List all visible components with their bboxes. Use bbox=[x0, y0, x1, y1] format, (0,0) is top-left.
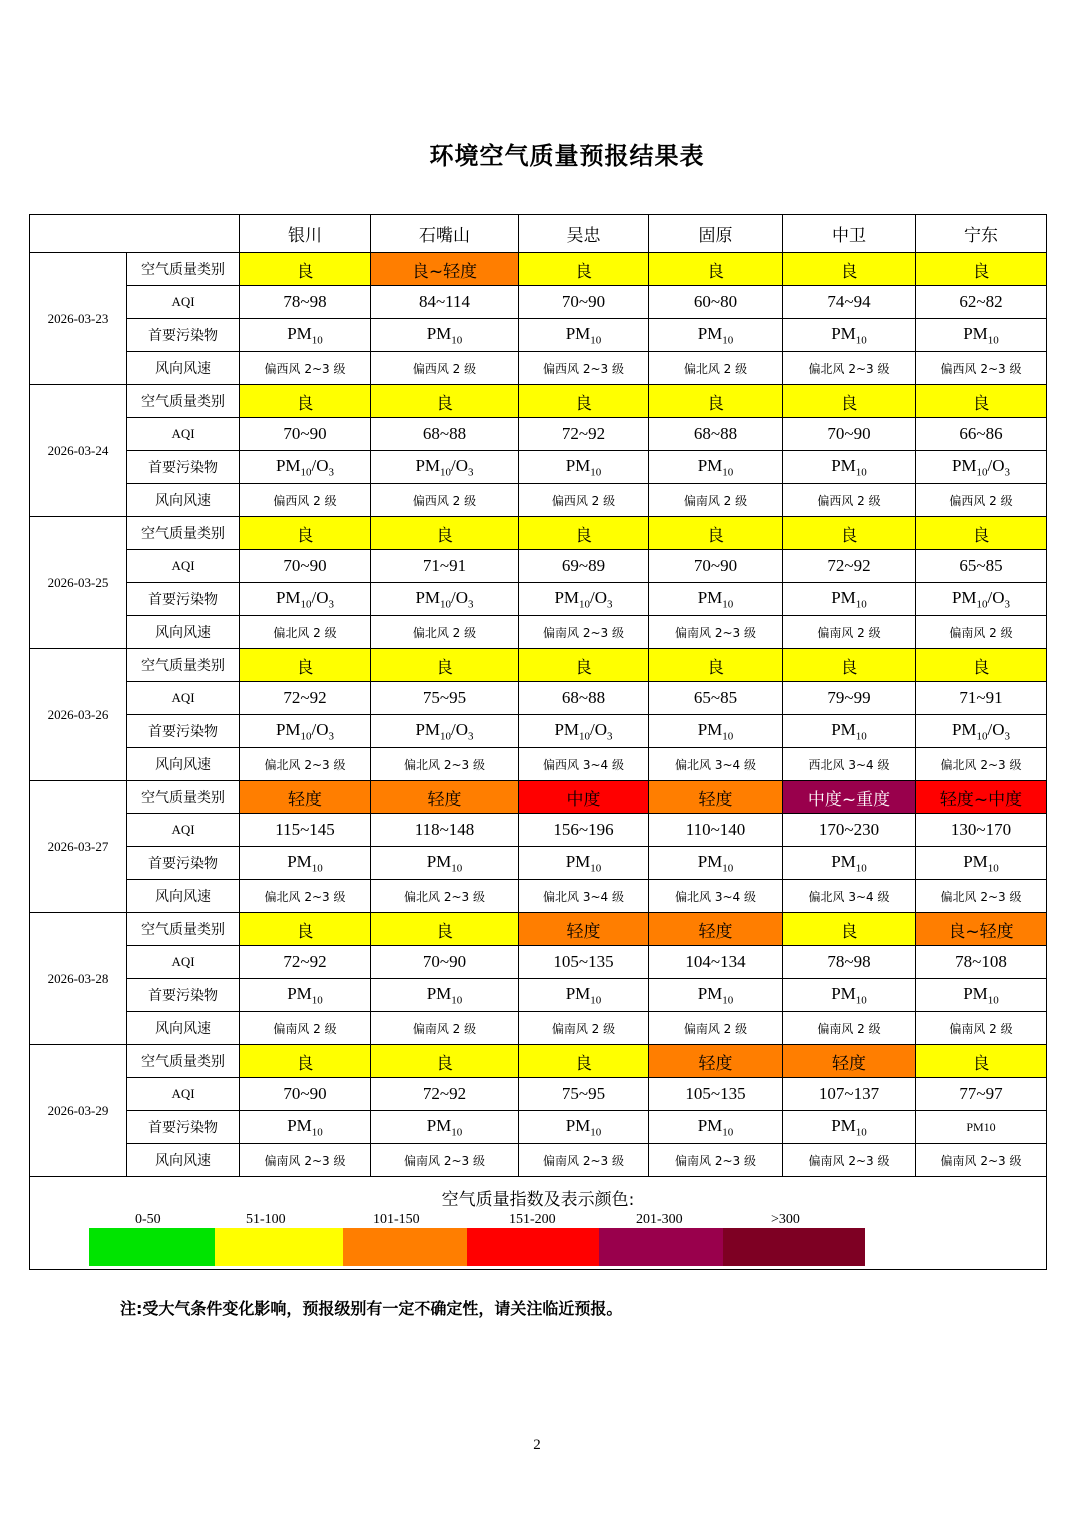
wind-cell: 偏北风 3~4 级 bbox=[783, 880, 916, 913]
primary-pollutant-cell: $PM_{10}/O_3$ bbox=[916, 451, 1047, 484]
aqi-category-cell: 良 bbox=[783, 913, 916, 946]
day-pollutant-row bbox=[30, 1111, 1047, 1144]
date-cell: 2026-03-26 bbox=[30, 649, 127, 781]
day-aqi-row bbox=[30, 550, 1047, 583]
wind-cell: 偏西风 2 级 bbox=[371, 352, 519, 385]
forecast-table bbox=[29, 214, 1047, 1270]
row-label-category: 空气质量类别 bbox=[127, 253, 240, 286]
aqi-range-cell: 110~140 bbox=[649, 814, 783, 847]
wind-cell: 偏南风 2~3 级 bbox=[240, 1144, 371, 1177]
primary-pollutant-cell: $PM_{10}$ bbox=[240, 319, 371, 352]
primary-pollutant-cell: $PM_{10}$ bbox=[649, 583, 783, 616]
row-label-aqi: AQI bbox=[127, 946, 240, 979]
day-category-row bbox=[30, 1045, 1047, 1078]
day-aqi-row bbox=[30, 682, 1047, 715]
wind-cell: 偏北风 2~3 级 bbox=[916, 880, 1047, 913]
date-cell: 2026-03-27 bbox=[30, 781, 127, 913]
aqi-color-legend bbox=[30, 1177, 1047, 1270]
primary-pollutant-cell: $PM_{10}$ bbox=[783, 319, 916, 352]
wind-cell: 偏南风 2 级 bbox=[783, 1012, 916, 1045]
aqi-category-cell: 轻度 bbox=[240, 781, 371, 814]
aqi-range-cell: 78~108 bbox=[916, 946, 1047, 979]
wind-cell: 偏北风 2 级 bbox=[240, 616, 371, 649]
aqi-category-cell: 轻度~中度 bbox=[916, 781, 1047, 814]
wind-cell: 偏北风 2~3 级 bbox=[240, 748, 371, 781]
aqi-range-cell: 78~98 bbox=[240, 286, 371, 319]
row-label-pollutant: 首要污染物 bbox=[127, 451, 240, 484]
aqi-category-cell: 良 bbox=[519, 1045, 649, 1078]
primary-pollutant-cell: $PM_{10}$ bbox=[519, 979, 649, 1012]
primary-pollutant-cell: $PM_{10}$ bbox=[649, 451, 783, 484]
wind-cell: 偏南风 2 级 bbox=[649, 484, 783, 517]
aqi-category-cell: 良 bbox=[240, 1045, 371, 1078]
aqi-range-cell: 78~98 bbox=[783, 946, 916, 979]
day-category-row bbox=[30, 517, 1047, 550]
day-category-row bbox=[30, 649, 1047, 682]
primary-pollutant-cell: $PM_{10}$ bbox=[649, 319, 783, 352]
primary-pollutant-cell: $PM_{10}$ bbox=[519, 319, 649, 352]
city-header: 银川 bbox=[240, 215, 371, 253]
aqi-category-cell: 中度 bbox=[519, 781, 649, 814]
primary-pollutant-cell: $PM_{10}/O_3$ bbox=[519, 715, 649, 748]
aqi-range-cell: 71~91 bbox=[916, 682, 1047, 715]
primary-pollutant-cell: $PM_{10}$ bbox=[783, 1111, 916, 1144]
wind-cell: 偏西风 2~3 级 bbox=[240, 352, 371, 385]
aqi-range-cell: 107~137 bbox=[783, 1078, 916, 1111]
legend-range-label: 201-300 bbox=[636, 1212, 683, 1227]
aqi-range-cell: 71~91 bbox=[371, 550, 519, 583]
row-label-category: 空气质量类别 bbox=[127, 517, 240, 550]
aqi-range-cell: 66~86 bbox=[916, 418, 1047, 451]
primary-pollutant-cell: $PM_{10}$ bbox=[519, 847, 649, 880]
corner-cell bbox=[30, 215, 240, 253]
primary-pollutant-cell: $PM_{10}$ bbox=[783, 583, 916, 616]
primary-pollutant-cell: $PM_{10}$ bbox=[649, 847, 783, 880]
row-label-wind: 风向风速 bbox=[127, 484, 240, 517]
day-aqi-row bbox=[30, 286, 1047, 319]
aqi-category-cell: 轻度 bbox=[649, 913, 783, 946]
day-aqi-row bbox=[30, 1078, 1047, 1111]
day-category-row bbox=[30, 913, 1047, 946]
aqi-category-cell: 良 bbox=[783, 385, 916, 418]
aqi-category-cell: 良 bbox=[371, 1045, 519, 1078]
legend-range-label: 101-150 bbox=[373, 1212, 420, 1227]
legend-color-swatch bbox=[215, 1228, 343, 1266]
row-label-aqi: AQI bbox=[127, 418, 240, 451]
legend-range-label: 51-100 bbox=[246, 1212, 286, 1227]
row-label-pollutant: 首要污染物 bbox=[127, 979, 240, 1012]
aqi-category-cell: 良 bbox=[649, 385, 783, 418]
aqi-range-cell: 65~85 bbox=[649, 682, 783, 715]
wind-cell: 偏北风 2~3 级 bbox=[783, 352, 916, 385]
aqi-range-cell: 72~92 bbox=[240, 682, 371, 715]
aqi-range-cell: 70~90 bbox=[240, 550, 371, 583]
day-wind-row bbox=[30, 1144, 1047, 1177]
aqi-category-cell: 轻度 bbox=[371, 781, 519, 814]
wind-cell: 偏西风 2 级 bbox=[783, 484, 916, 517]
wind-cell: 偏南风 2 级 bbox=[519, 1012, 649, 1045]
aqi-range-cell: 115~145 bbox=[240, 814, 371, 847]
aqi-category-cell: 良~轻度 bbox=[916, 913, 1047, 946]
aqi-category-cell: 良 bbox=[783, 517, 916, 550]
aqi-category-cell: 良 bbox=[649, 517, 783, 550]
aqi-category-cell: 良 bbox=[916, 517, 1047, 550]
row-label-category: 空气质量类别 bbox=[127, 385, 240, 418]
aqi-range-cell: 105~135 bbox=[519, 946, 649, 979]
legend-color-swatch bbox=[723, 1228, 865, 1266]
city-header: 宁东 bbox=[916, 215, 1047, 253]
aqi-range-cell: 170~230 bbox=[783, 814, 916, 847]
aqi-range-cell: 72~92 bbox=[371, 1078, 519, 1111]
aqi-range-cell: 104~134 bbox=[649, 946, 783, 979]
aqi-category-cell: 良 bbox=[916, 253, 1047, 286]
primary-pollutant-cell: $PM_{10}/O_3$ bbox=[240, 583, 371, 616]
aqi-range-cell: 60~80 bbox=[649, 286, 783, 319]
aqi-range-cell: 70~90 bbox=[240, 1078, 371, 1111]
date-cell: 2026-03-25 bbox=[30, 517, 127, 649]
primary-pollutant-cell: $PM_{10}$ bbox=[240, 979, 371, 1012]
aqi-category-cell: 良 bbox=[240, 913, 371, 946]
row-label-pollutant: 首要污染物 bbox=[127, 847, 240, 880]
legend-range-label: 151-200 bbox=[509, 1212, 556, 1227]
row-label-aqi: AQI bbox=[127, 286, 240, 319]
city-header: 石嘴山 bbox=[371, 215, 519, 253]
primary-pollutant-cell: $PM_{10}$ bbox=[649, 715, 783, 748]
aqi-category-cell: 良 bbox=[240, 517, 371, 550]
aqi-category-cell: 中度~重度 bbox=[783, 781, 916, 814]
aqi-range-cell: 84~114 bbox=[371, 286, 519, 319]
day-pollutant-row bbox=[30, 847, 1047, 880]
aqi-category-cell: 良 bbox=[519, 517, 649, 550]
aqi-category-cell: 良 bbox=[371, 913, 519, 946]
row-label-category: 空气质量类别 bbox=[127, 1045, 240, 1078]
primary-pollutant-cell: $PM_{10}$ bbox=[519, 1111, 649, 1144]
wind-cell: 偏西风 2 级 bbox=[916, 484, 1047, 517]
wind-cell: 偏西风 3~4 级 bbox=[519, 748, 649, 781]
legend-range-label: 0-50 bbox=[135, 1212, 161, 1227]
legend-range-label: >300 bbox=[771, 1212, 800, 1227]
aqi-category-cell: 良 bbox=[519, 253, 649, 286]
row-label-wind: 风向风速 bbox=[127, 352, 240, 385]
aqi-range-cell: 156~196 bbox=[519, 814, 649, 847]
primary-pollutant-cell: $PM_{10}$ bbox=[371, 847, 519, 880]
aqi-range-cell: 70~90 bbox=[240, 418, 371, 451]
day-pollutant-row bbox=[30, 451, 1047, 484]
aqi-range-cell: 68~88 bbox=[649, 418, 783, 451]
aqi-range-cell: 72~92 bbox=[519, 418, 649, 451]
primary-pollutant-cell: $PM_{10}$ bbox=[783, 451, 916, 484]
aqi-category-cell: 良 bbox=[519, 649, 649, 682]
aqi-range-cell: 75~95 bbox=[371, 682, 519, 715]
aqi-range-cell: 68~88 bbox=[519, 682, 649, 715]
aqi-category-cell: 轻度 bbox=[649, 1045, 783, 1078]
primary-pollutant-cell: $PM_{10}/O_3$ bbox=[916, 583, 1047, 616]
aqi-category-cell: 良 bbox=[916, 649, 1047, 682]
wind-cell: 偏南风 2~3 级 bbox=[519, 616, 649, 649]
primary-pollutant-cell: $PM_{10}$ bbox=[519, 451, 649, 484]
wind-cell: 偏南风 2 级 bbox=[240, 1012, 371, 1045]
page-number: 2 bbox=[533, 1437, 541, 1453]
date-cell: 2026-03-24 bbox=[30, 385, 127, 517]
wind-cell: 偏北风 2 级 bbox=[371, 616, 519, 649]
aqi-range-cell: 118~148 bbox=[371, 814, 519, 847]
row-label-pollutant: 首要污染物 bbox=[127, 715, 240, 748]
aqi-category-cell: 良 bbox=[649, 253, 783, 286]
primary-pollutant-cell: $PM_{10}$ bbox=[916, 847, 1047, 880]
primary-pollutant-cell: $PM_{10}/O_3$ bbox=[371, 715, 519, 748]
aqi-range-cell: 65~85 bbox=[916, 550, 1047, 583]
wind-cell: 偏南风 2~3 级 bbox=[519, 1144, 649, 1177]
primary-pollutant-cell: $PM_{10}$ bbox=[649, 979, 783, 1012]
row-label-pollutant: 首要污染物 bbox=[127, 583, 240, 616]
aqi-range-cell: 68~88 bbox=[371, 418, 519, 451]
date-cell: 2026-03-28 bbox=[30, 913, 127, 1045]
wind-cell: 偏南风 2 级 bbox=[916, 1012, 1047, 1045]
wind-cell: 偏南风 2~3 级 bbox=[783, 1144, 916, 1177]
aqi-range-cell: 62~82 bbox=[916, 286, 1047, 319]
row-label-category: 空气质量类别 bbox=[127, 781, 240, 814]
day-category-row bbox=[30, 253, 1047, 286]
page-title: 环境空气质量预报结果表 bbox=[429, 142, 705, 170]
legend-row bbox=[30, 1177, 1047, 1270]
day-pollutant-row bbox=[30, 715, 1047, 748]
day-aqi-row bbox=[30, 946, 1047, 979]
aqi-range-cell: 69~89 bbox=[519, 550, 649, 583]
aqi-category-cell: 轻度 bbox=[783, 1045, 916, 1078]
wind-cell: 偏北风 3~4 级 bbox=[649, 880, 783, 913]
wind-cell: 偏南风 2~3 级 bbox=[916, 1144, 1047, 1177]
wind-cell: 偏西风 2~3 级 bbox=[916, 352, 1047, 385]
primary-pollutant-cell: $PM_{10}$ bbox=[916, 319, 1047, 352]
aqi-range-cell: 74~94 bbox=[783, 286, 916, 319]
aqi-category-cell: 良 bbox=[783, 253, 916, 286]
aqi-category-cell: 良 bbox=[783, 649, 916, 682]
aqi-category-cell: 良 bbox=[649, 649, 783, 682]
primary-pollutant-cell: $PM_{10}/O_3$ bbox=[916, 715, 1047, 748]
row-label-wind: 风向风速 bbox=[127, 616, 240, 649]
wind-cell: 偏西风 2~3 级 bbox=[519, 352, 649, 385]
day-category-row bbox=[30, 385, 1047, 418]
primary-pollutant-cell: PM10 bbox=[916, 1111, 1047, 1144]
aqi-range-cell: 70~90 bbox=[783, 418, 916, 451]
wind-cell: 偏西风 2 级 bbox=[519, 484, 649, 517]
day-pollutant-row bbox=[30, 979, 1047, 1012]
aqi-category-cell: 良~轻度 bbox=[371, 253, 519, 286]
primary-pollutant-cell: $PM_{10}$ bbox=[783, 715, 916, 748]
wind-cell: 偏北风 3~4 级 bbox=[519, 880, 649, 913]
primary-pollutant-cell: $PM_{10}/O_3$ bbox=[240, 451, 371, 484]
aqi-range-cell: 72~92 bbox=[240, 946, 371, 979]
primary-pollutant-cell: $PM_{10}$ bbox=[783, 847, 916, 880]
aqi-category-cell: 良 bbox=[371, 517, 519, 550]
day-wind-row bbox=[30, 616, 1047, 649]
aqi-range-cell: 70~90 bbox=[371, 946, 519, 979]
legend-color-swatch bbox=[467, 1228, 599, 1266]
legend-title: 空气质量指数及表示颜色: bbox=[441, 1190, 635, 1210]
primary-pollutant-cell: $PM_{10}/O_3$ bbox=[240, 715, 371, 748]
primary-pollutant-cell: $PM_{10}$ bbox=[371, 1111, 519, 1144]
aqi-range-cell: 72~92 bbox=[783, 550, 916, 583]
aqi-category-cell: 良 bbox=[519, 385, 649, 418]
primary-pollutant-cell: $PM_{10}$ bbox=[240, 1111, 371, 1144]
aqi-category-cell: 良 bbox=[371, 649, 519, 682]
wind-cell: 西北风 3~4 级 bbox=[783, 748, 916, 781]
primary-pollutant-cell: $PM_{10}$ bbox=[649, 1111, 783, 1144]
row-label-category: 空气质量类别 bbox=[127, 649, 240, 682]
wind-cell: 偏南风 2~3 级 bbox=[649, 616, 783, 649]
day-aqi-row bbox=[30, 814, 1047, 847]
wind-cell: 偏北风 2~3 级 bbox=[916, 748, 1047, 781]
aqi-range-cell: 70~90 bbox=[519, 286, 649, 319]
day-wind-row bbox=[30, 352, 1047, 385]
day-wind-row bbox=[30, 484, 1047, 517]
date-cell: 2026-03-23 bbox=[30, 253, 127, 385]
city-header: 固原 bbox=[649, 215, 783, 253]
aqi-category-cell: 良 bbox=[916, 1045, 1047, 1078]
row-label-pollutant: 首要污染物 bbox=[127, 319, 240, 352]
day-wind-row bbox=[30, 880, 1047, 913]
wind-cell: 偏南风 2 级 bbox=[649, 1012, 783, 1045]
day-wind-row bbox=[30, 748, 1047, 781]
wind-cell: 偏北风 2~3 级 bbox=[240, 880, 371, 913]
wind-cell: 偏南风 2 级 bbox=[783, 616, 916, 649]
day-aqi-row bbox=[30, 418, 1047, 451]
row-label-aqi: AQI bbox=[127, 814, 240, 847]
row-label-wind: 风向风速 bbox=[127, 748, 240, 781]
aqi-category-cell: 良 bbox=[240, 253, 371, 286]
row-label-aqi: AQI bbox=[127, 1078, 240, 1111]
day-pollutant-row bbox=[30, 583, 1047, 616]
legend-color-swatch bbox=[343, 1228, 467, 1266]
wind-cell: 偏南风 2~3 级 bbox=[371, 1144, 519, 1177]
aqi-category-cell: 良 bbox=[371, 385, 519, 418]
wind-cell: 偏北风 2~3 级 bbox=[371, 748, 519, 781]
forecast-note: 注:受大气条件变化影响，预报级别有一定不确定性，请关注临近预报。 bbox=[120, 1299, 623, 1318]
primary-pollutant-cell: $PM_{10}$ bbox=[371, 979, 519, 1012]
aqi-range-cell: 77~97 bbox=[916, 1078, 1047, 1111]
aqi-category-cell: 良 bbox=[916, 385, 1047, 418]
wind-cell: 偏西风 2 级 bbox=[371, 484, 519, 517]
primary-pollutant-cell: $PM_{10}$ bbox=[916, 979, 1047, 1012]
row-label-category: 空气质量类别 bbox=[127, 913, 240, 946]
primary-pollutant-cell: $PM_{10}$ bbox=[240, 847, 371, 880]
row-label-wind: 风向风速 bbox=[127, 1012, 240, 1045]
date-cell: 2026-03-29 bbox=[30, 1045, 127, 1177]
wind-cell: 偏南风 2 级 bbox=[916, 616, 1047, 649]
city-header: 中卫 bbox=[783, 215, 916, 253]
row-label-aqi: AQI bbox=[127, 550, 240, 583]
aqi-range-cell: 130~170 bbox=[916, 814, 1047, 847]
primary-pollutant-cell: $PM_{10}/O_3$ bbox=[519, 583, 649, 616]
wind-cell: 偏北风 2 级 bbox=[649, 352, 783, 385]
city-header: 吴忠 bbox=[519, 215, 649, 253]
primary-pollutant-cell: $PM_{10}$ bbox=[371, 319, 519, 352]
row-label-wind: 风向风速 bbox=[127, 880, 240, 913]
row-label-pollutant: 首要污染物 bbox=[127, 1111, 240, 1144]
aqi-range-cell: 105~135 bbox=[649, 1078, 783, 1111]
row-label-wind: 风向风速 bbox=[127, 1144, 240, 1177]
wind-cell: 偏南风 2~3 级 bbox=[649, 1144, 783, 1177]
primary-pollutant-cell: $PM_{10}/O_3$ bbox=[371, 451, 519, 484]
row-label-aqi: AQI bbox=[127, 682, 240, 715]
aqi-category-cell: 良 bbox=[240, 649, 371, 682]
aqi-range-cell: 70~90 bbox=[649, 550, 783, 583]
aqi-category-cell: 良 bbox=[240, 385, 371, 418]
wind-cell: 偏西风 2 级 bbox=[240, 484, 371, 517]
aqi-category-cell: 轻度 bbox=[649, 781, 783, 814]
aqi-range-cell: 75~95 bbox=[519, 1078, 649, 1111]
legend-color-swatch bbox=[89, 1228, 215, 1266]
aqi-range-cell: 79~99 bbox=[783, 682, 916, 715]
primary-pollutant-cell: $PM_{10}$ bbox=[783, 979, 916, 1012]
day-pollutant-row bbox=[30, 319, 1047, 352]
wind-cell: 偏北风 2~3 级 bbox=[371, 880, 519, 913]
aqi-category-cell: 轻度 bbox=[519, 913, 649, 946]
wind-cell: 偏南风 2 级 bbox=[371, 1012, 519, 1045]
legend-color-swatch bbox=[599, 1228, 723, 1266]
city-header-row bbox=[30, 215, 1047, 253]
wind-cell: 偏北风 3~4 级 bbox=[649, 748, 783, 781]
primary-pollutant-cell: $PM_{10}/O_3$ bbox=[371, 583, 519, 616]
day-category-row bbox=[30, 781, 1047, 814]
day-wind-row bbox=[30, 1012, 1047, 1045]
